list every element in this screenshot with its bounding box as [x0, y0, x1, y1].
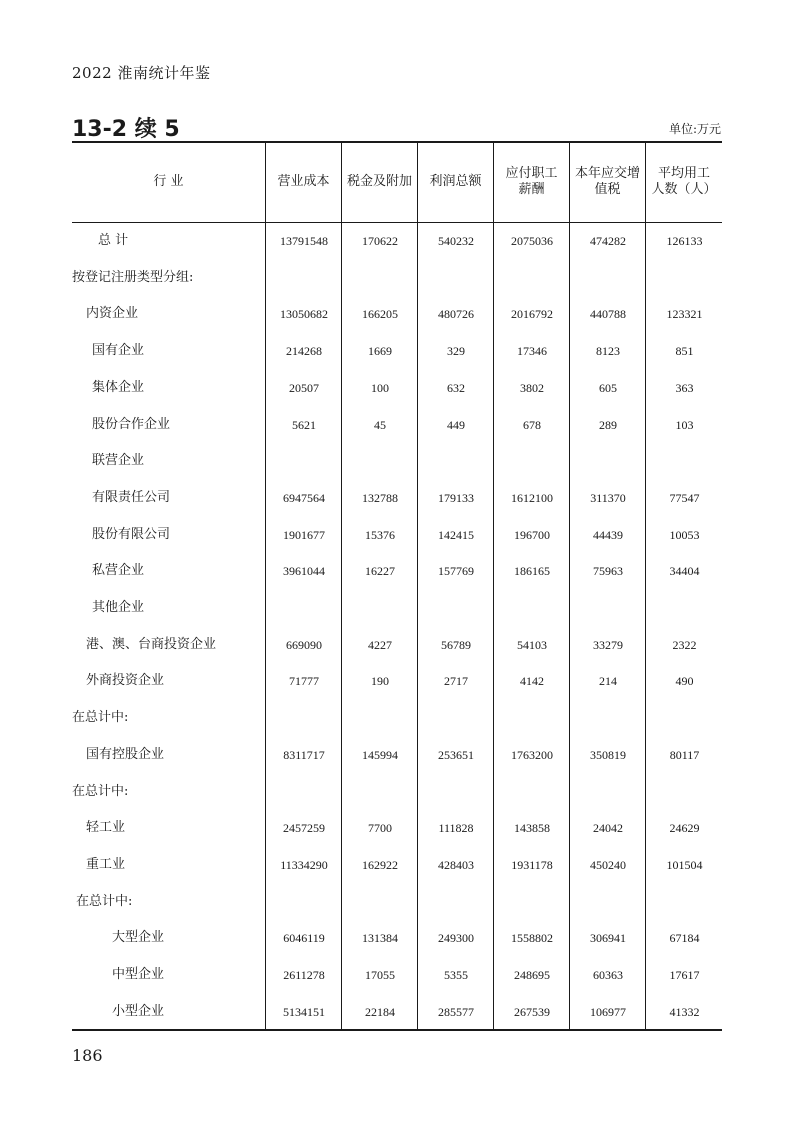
cell-avg-employees: 10053: [669, 527, 700, 542]
row-label: 集体企业: [92, 379, 145, 395]
table-row: [72, 231, 722, 251]
cell-payroll-payable: 2016792: [511, 307, 553, 322]
cell-vat-payable: 214: [599, 674, 617, 689]
cell-avg-employees: 77547: [669, 490, 700, 505]
row-label: 重工业: [86, 856, 126, 872]
cell-operating-cost: 71777: [289, 674, 319, 689]
cell-payroll-payable: 186165: [514, 564, 550, 579]
header-operating-cost: 营业成本: [277, 174, 330, 189]
row-label: 私营企业: [92, 563, 145, 579]
cell-taxes-surcharges: 15376: [365, 527, 395, 542]
cell-vat-payable: 75963: [593, 564, 623, 579]
row-label: 轻工业: [86, 820, 126, 836]
cell-operating-cost: 6046119: [283, 931, 325, 946]
cell-vat-payable: 306941: [590, 931, 626, 946]
row-label: 按登记注册类型分组:: [72, 269, 194, 285]
row-label: 总 计: [98, 233, 129, 248]
cell-taxes-surcharges: 166205: [362, 307, 398, 322]
row-label: 大型企业: [112, 930, 165, 946]
cell-taxes-surcharges: 4227: [368, 637, 392, 652]
cell-vat-payable: 289: [599, 417, 617, 432]
row-label: 有限责任公司: [92, 489, 171, 505]
cell-vat-payable: 24042: [593, 821, 623, 836]
cell-payroll-payable: 17346: [517, 344, 547, 359]
row-label: 在总计中:: [72, 783, 129, 799]
table-row: [72, 598, 722, 618]
cell-total-profit: 2717: [444, 674, 468, 689]
table-title: 13-2 续 5: [72, 117, 180, 142]
table-row: [72, 745, 722, 765]
table-row: [72, 451, 722, 471]
cell-vat-payable: 474282: [590, 234, 626, 248]
cell-total-profit: 249300: [438, 931, 474, 946]
cell-avg-employees: 34404: [669, 564, 700, 579]
cell-taxes-surcharges: 1669: [368, 344, 392, 359]
header-payroll-payable: 应付职工 薪酬: [505, 166, 558, 197]
row-label: 国有企业: [92, 343, 145, 359]
cell-taxes-surcharges: 45: [374, 417, 386, 432]
cell-payroll-payable: 2075036: [511, 234, 553, 248]
cell-operating-cost: 5621: [292, 417, 316, 432]
cell-avg-employees: 123321: [666, 307, 703, 322]
cell-payroll-payable: 143858: [514, 821, 550, 836]
table-row: [72, 782, 722, 802]
row-label: 外商投资企业: [86, 673, 165, 689]
cell-payroll-payable: 4142: [520, 674, 544, 689]
cell-operating-cost: 11334290: [280, 857, 328, 872]
cell-avg-employees: 2322: [672, 637, 697, 652]
table-row: [72, 892, 722, 912]
row-label: 联营企业: [92, 453, 145, 469]
cell-taxes-surcharges: 145994: [362, 747, 398, 762]
cell-vat-payable: 60363: [593, 968, 623, 982]
cell-total-profit: 157769: [438, 564, 474, 579]
table-header-rule: [72, 222, 722, 223]
cell-vat-payable: 106977: [590, 1004, 626, 1019]
cell-operating-cost: 6947564: [283, 490, 325, 505]
row-label: 内资企业: [86, 306, 139, 322]
row-label: 国有控股企业: [86, 746, 165, 762]
cell-operating-cost: 2457259: [283, 821, 325, 836]
cell-taxes-surcharges: 132788: [362, 490, 398, 505]
cell-taxes-surcharges: 16227: [365, 564, 395, 579]
cell-avg-employees: 17617: [669, 968, 700, 982]
row-label: 中型企业: [112, 967, 165, 982]
cell-avg-employees: 80117: [669, 747, 700, 762]
row-label: 股份合作企业: [92, 416, 171, 432]
cell-payroll-payable: 1612100: [511, 490, 553, 505]
cell-total-profit: 179133: [438, 490, 474, 505]
cell-payroll-payable: 248695: [514, 968, 550, 982]
cell-total-profit: 56789: [441, 637, 471, 652]
cell-taxes-surcharges: 190: [371, 674, 389, 689]
cell-taxes-surcharges: 7700: [368, 821, 392, 836]
table-row: [72, 818, 722, 838]
cell-taxes-surcharges: 162922: [362, 857, 398, 872]
cell-total-profit: 111828: [438, 821, 474, 836]
cell-vat-payable: 605: [599, 380, 617, 395]
table-bottom-rule: [72, 1029, 722, 1031]
cell-vat-payable: 440788: [590, 307, 626, 322]
table-row: [72, 928, 722, 948]
cell-payroll-payable: 1931178: [511, 857, 553, 872]
cell-operating-cost: 1901677: [283, 527, 325, 542]
cell-vat-payable: 33279: [593, 637, 623, 652]
cell-total-profit: 329: [447, 344, 465, 359]
row-label: 股份有限公司: [92, 526, 171, 542]
cell-payroll-payable: 1763200: [511, 747, 553, 762]
cell-vat-payable: 44439: [593, 527, 623, 542]
cell-avg-employees: 851: [675, 344, 694, 359]
cell-taxes-surcharges: 17055: [365, 968, 395, 982]
table-row: [72, 1002, 722, 1022]
cell-avg-employees: 103: [675, 417, 694, 432]
cell-taxes-surcharges: 170622: [362, 234, 398, 248]
header-vat-payable: 本年应交增 值税: [574, 166, 640, 197]
cell-operating-cost: 669090: [286, 637, 322, 652]
table-row: [72, 415, 722, 435]
cell-operating-cost: 13791548: [280, 234, 328, 248]
cell-operating-cost: 3961044: [283, 564, 325, 579]
table-row: [72, 708, 722, 728]
cell-avg-employees: 24629: [669, 821, 700, 836]
cell-vat-payable: 8123: [596, 344, 620, 359]
cell-avg-employees: 126133: [666, 234, 703, 248]
table-row: [72, 304, 722, 324]
cell-taxes-surcharges: 131384: [362, 931, 398, 946]
row-label: 其他企业: [92, 600, 145, 615]
table-row: [72, 965, 722, 985]
cell-total-profit: 285577: [438, 1004, 474, 1019]
row-label: 港、澳、台商投资企业: [86, 636, 217, 652]
table-row: [72, 488, 722, 508]
running-head: 2022 淮南统计年鉴: [72, 64, 211, 82]
cell-vat-payable: 450240: [590, 857, 626, 872]
header-total-profit: 利润总额: [429, 174, 482, 189]
cell-total-profit: 428403: [438, 857, 474, 872]
cell-payroll-payable: 196700: [514, 527, 550, 542]
cell-operating-cost: 2611278: [283, 968, 325, 982]
row-label: 在总计中:: [76, 893, 133, 909]
cell-avg-employees: 101504: [666, 857, 703, 872]
table-row: [72, 341, 722, 361]
cell-vat-payable: 311370: [590, 490, 626, 505]
cell-payroll-payable: 54103: [517, 637, 547, 652]
cell-total-profit: 5355: [444, 968, 468, 982]
page-number: 186: [72, 1046, 103, 1065]
header-avg-employees: 平均用工 人数（人）: [651, 166, 717, 197]
cell-avg-employees: 490: [675, 674, 694, 689]
cell-avg-employees: 67184: [669, 931, 700, 946]
cell-operating-cost: 8311717: [283, 747, 325, 762]
cell-total-profit: 253651: [438, 747, 474, 762]
cell-total-profit: 142415: [438, 527, 474, 542]
cell-total-profit: 449: [447, 417, 465, 432]
cell-payroll-payable: 3802: [520, 380, 544, 395]
cell-operating-cost: 5134151: [283, 1004, 325, 1019]
row-label: 小型企业: [112, 1003, 165, 1019]
cell-taxes-surcharges: 22184: [365, 1004, 395, 1019]
header-industry: 行 业: [153, 174, 184, 189]
table-row: [72, 378, 722, 398]
cell-operating-cost: 214268: [286, 344, 322, 359]
table-row: [72, 268, 722, 288]
cell-avg-employees: 363: [675, 380, 694, 395]
cell-taxes-surcharges: 100: [371, 380, 389, 395]
table-row: [72, 525, 722, 545]
row-label: 在总计中:: [72, 710, 129, 726]
cell-payroll-payable: 267539: [514, 1004, 550, 1019]
cell-operating-cost: 13050682: [280, 307, 328, 322]
cell-total-profit: 480726: [438, 307, 474, 322]
table-row: [72, 671, 722, 691]
table-row: [72, 855, 722, 875]
cell-payroll-payable: 678: [523, 417, 541, 432]
header-taxes-surcharges: 税金及附加: [346, 174, 412, 189]
cell-operating-cost: 20507: [289, 380, 319, 395]
cell-vat-payable: 350819: [590, 747, 626, 762]
cell-avg-employees: 41332: [669, 1004, 700, 1019]
table-row: [72, 561, 722, 581]
unit-label: 单位:万元: [668, 122, 721, 136]
cell-payroll-payable: 1558802: [511, 931, 553, 946]
table-row: [72, 635, 722, 655]
cell-total-profit: 540232: [438, 234, 474, 248]
cell-total-profit: 632: [447, 380, 465, 395]
